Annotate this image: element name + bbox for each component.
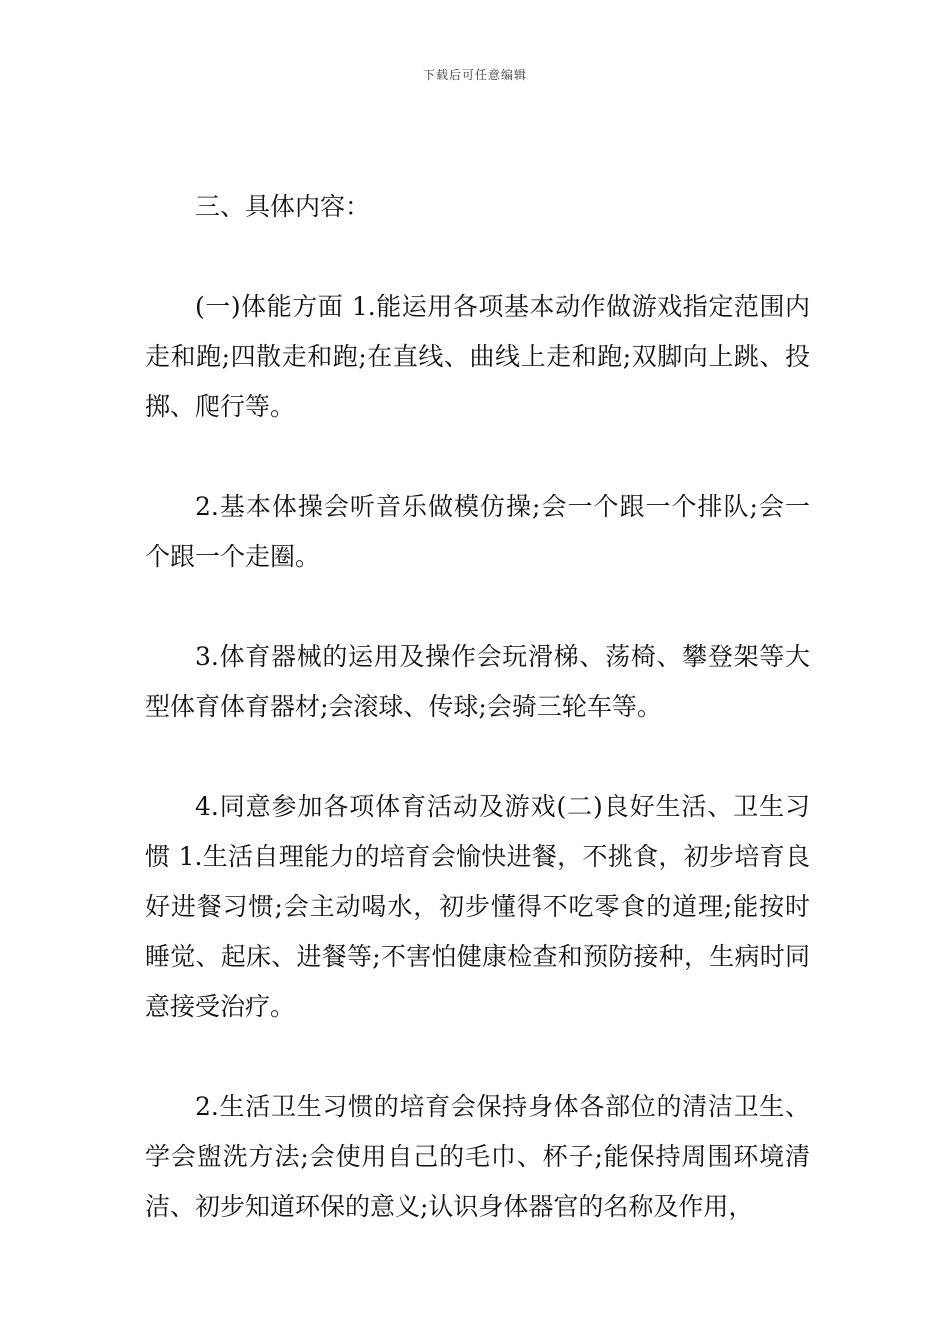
paragraph-hygiene-habits: 2.生活卫生习惯的培育会保持身体各部位的清洁卫生、学会盥洗方法;会使用自己的毛巾、杯子;能保持周围环境清洁、初步知道环保的意义;认识身体器官的名称及作用， — [145, 1092, 810, 1221]
paragraph-living-habits: 4.同意参加各项体育活动及游戏(二)良好生活、卫生习惯 1.生活自理能力的培育会愉快进餐，不挑食，初步培育良好进餐习惯;会主动喝水，初步懂得不吃零食的道理;能按时睡觉、起床、进餐等;不害怕健康检查和预防接种，生病时同意接受治疗。 — [145, 792, 810, 1021]
paragraph-basic-gymnastics: 2.基本体操会听音乐做模仿操;会一个跟一个排队;会一个跟一个走圈。 — [145, 492, 810, 571]
section-heading: 三、具体内容： — [195, 192, 371, 221]
paragraph-physical-ability: (一)体能方面 1.能运用各项基本动作做游戏指定范围内走和跑;四散走和跑;在直线、曲线上走和跑;双脚向上跳、投掷、爬行等。 — [145, 292, 810, 421]
document-body — [145, 182, 810, 1282]
paragraph-sports-equipment: 3.体育器械的运用及操作会玩滑梯、荡椅、攀登架等大型体育体育器材;会滚球、传球;会骑三轮车等。 — [145, 642, 810, 721]
page-header-note: 下载后可任意编辑 — [422, 68, 527, 82]
